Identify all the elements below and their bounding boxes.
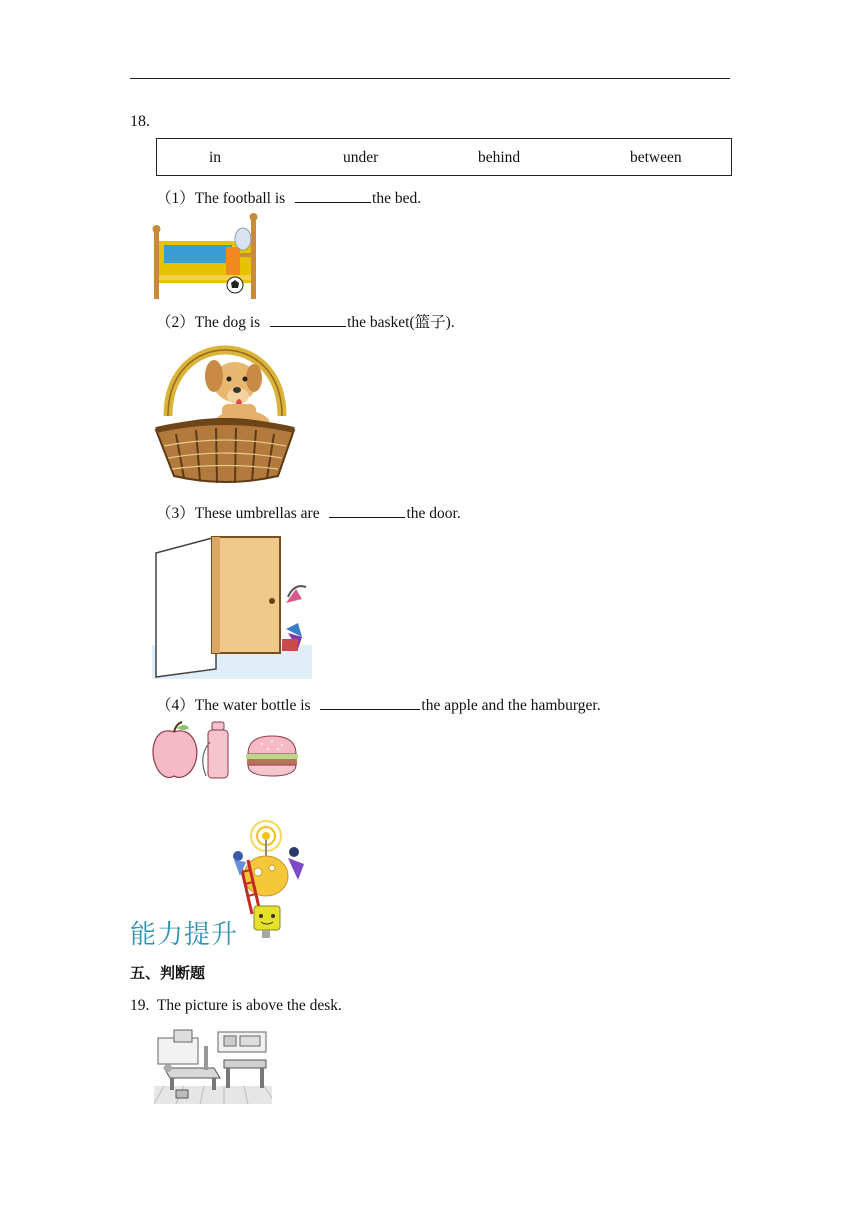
header-rule — [130, 78, 730, 79]
room-picture-desk-image — [154, 1028, 272, 1104]
q18-item-4: （4）The water bottle is the apple and the hamburger. — [156, 697, 601, 714]
answer-blank[interactable] — [295, 188, 371, 203]
section-subtitle: 五、判断题 — [130, 964, 206, 982]
question-number-18: 18. — [130, 113, 150, 130]
word-bank-item: between — [630, 149, 682, 166]
answer-blank[interactable] — [270, 312, 346, 327]
word-bank-item: under — [343, 149, 379, 166]
bed-football-image — [150, 213, 260, 301]
q18-item-1: （1）The football is the bed. — [156, 190, 422, 207]
apple-bottle-hamburger-image — [150, 718, 300, 784]
answer-blank[interactable] — [329, 503, 405, 518]
word-bank-box — [156, 138, 732, 176]
q18-item-2: （2）The dog is the basket(篮子). — [156, 314, 455, 331]
question-19: 19. The picture is above the desk. — [130, 997, 342, 1014]
section-title: 能力提升 — [130, 920, 239, 950]
door-umbrellas-image — [152, 533, 312, 679]
word-bank-item: in — [209, 149, 222, 166]
word-bank-item: behind — [478, 149, 521, 166]
ability-section-illustration — [230, 818, 316, 942]
dog-basket-image — [150, 338, 300, 486]
q18-item-3: （3）These umbrellas are the door. — [156, 505, 461, 522]
answer-blank[interactable] — [320, 695, 420, 710]
